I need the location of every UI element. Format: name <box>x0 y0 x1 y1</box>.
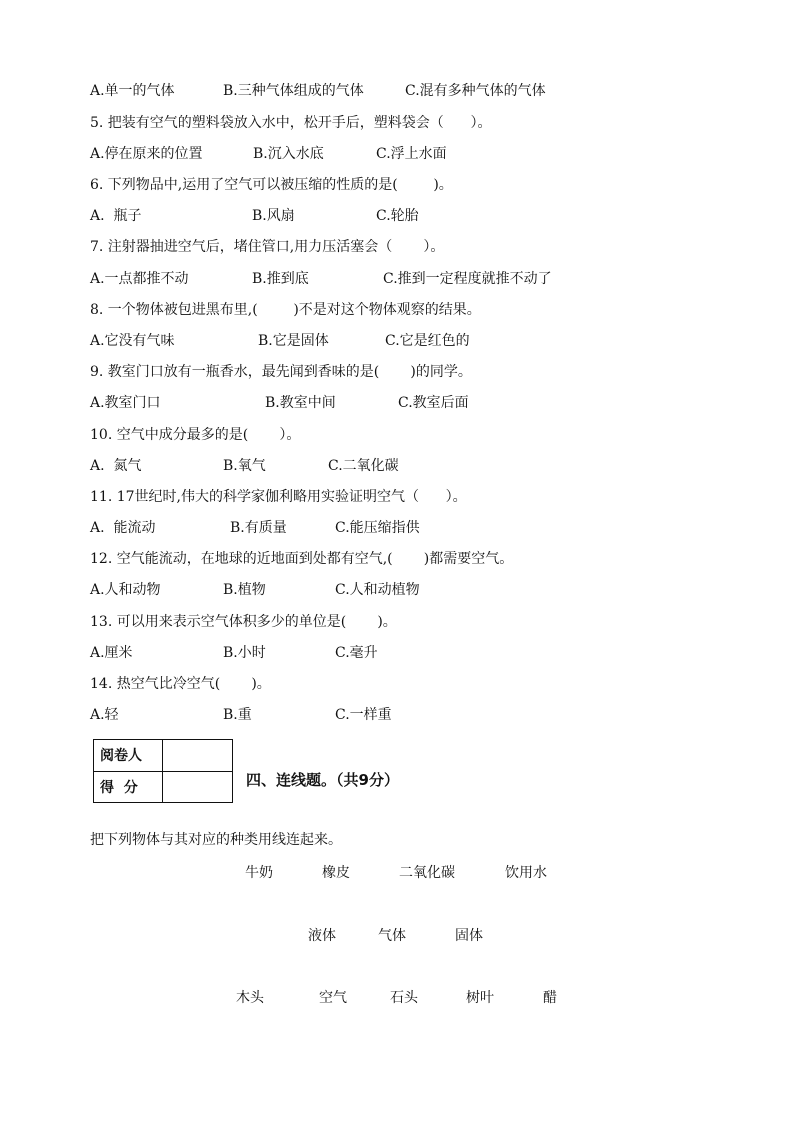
q14-option-b: B.重 <box>223 707 252 723</box>
match-category: 气体 <box>378 928 406 944</box>
match-item: 饮用水 <box>505 865 547 881</box>
q8-option-c: C.它是红色的 <box>385 333 470 349</box>
q11-option-a: A. 能流动 <box>90 520 156 536</box>
score-label: 得 分 <box>94 771 163 803</box>
question-8-stem: 8. 一个物体被包进黑布里,( )不是对这个物体观察的结果。 <box>90 302 481 318</box>
q5-option-b: B.沉入水底 <box>253 146 324 162</box>
q12-option-a: A.人和动物 <box>90 582 161 598</box>
section-title: 四、连线题。（共9分） <box>246 771 399 789</box>
q14-option-c: C.一样重 <box>335 707 392 723</box>
question-13-stem: 13. 可以用来表示空气体积多少的单位是( )。 <box>90 614 397 630</box>
grade-box <box>93 739 233 803</box>
question-6-stem: 6. 下列物品中,运用了空气可以被压缩的性质的是( )。 <box>90 177 453 193</box>
q4-option-b: B.三种气体组成的气体 <box>223 83 364 99</box>
q9-option-c: C.教室后面 <box>398 395 469 411</box>
q6-option-a: A. 瓶子 <box>90 208 142 224</box>
q12-option-b: B.植物 <box>223 582 266 598</box>
q11-option-b: B.有质量 <box>230 520 287 536</box>
q7-option-c: C.推到一定程度就推不动了 <box>383 271 552 287</box>
q8-option-b: B.它是固体 <box>258 333 329 349</box>
match-item: 醋 <box>543 990 557 1006</box>
q5-option-c: C.浮上水面 <box>376 146 447 162</box>
q5-option-a: A.停在原来的位置 <box>90 146 203 162</box>
question-5-stem: 5. 把装有空气的塑料袋放入水中，松开手后，塑料袋会（ ）。 <box>90 115 492 131</box>
match-item: 石头 <box>390 990 418 1006</box>
q10-option-b: B.氧气 <box>223 458 266 474</box>
q10-option-c: C.二氧化碳 <box>328 458 399 474</box>
section-instruction: 把下列物体与其对应的种类用线连起来。 <box>90 832 342 848</box>
q8-option-a: A.它没有气味 <box>90 333 175 349</box>
q11-option-c: C.能压缩指供 <box>335 520 420 536</box>
q9-option-b: B.教室中间 <box>265 395 336 411</box>
question-11-stem: 11. 17世纪时,伟大的科学家伽利略用实验证明空气（ ）。 <box>90 489 467 505</box>
q4-option-c: C.混有多种气体的气体 <box>405 83 546 99</box>
match-item: 树叶 <box>466 990 494 1006</box>
reviewer-label: 阅卷人 <box>94 740 163 772</box>
q9-option-a: A.教室门口 <box>90 395 161 411</box>
q4-option-a: A.单一的气体 <box>90 83 175 99</box>
question-10-stem: 10. 空气中成分最多的是( ）。 <box>90 427 301 443</box>
match-category: 液体 <box>308 928 336 944</box>
q10-option-a: A. 氮气 <box>90 458 142 474</box>
q6-option-b: B.风扇 <box>252 208 295 224</box>
q6-option-c: C.轮胎 <box>376 208 419 224</box>
question-7-stem: 7. 注射器抽进空气后，堵住管口,用力压活塞会（ ）。 <box>90 239 445 255</box>
q13-option-a: A.厘米 <box>90 645 133 661</box>
match-item: 木头 <box>236 990 264 1006</box>
q13-option-c: C.毫升 <box>335 645 378 661</box>
q7-option-b: B.推到底 <box>252 271 309 287</box>
match-item: 空气 <box>319 990 347 1006</box>
question-9-stem: 9. 教室门口放有一瓶香水，最先闻到香味的是( )的同学。 <box>90 364 472 380</box>
q13-option-b: B.小时 <box>223 645 266 661</box>
question-14-stem: 14. 热空气比冷空气( )。 <box>90 676 271 692</box>
match-category: 固体 <box>455 928 483 944</box>
match-item: 橡皮 <box>322 865 350 881</box>
question-12-stem: 12. 空气能流动，在地球的近地面到处都有空气,( )都需要空气。 <box>90 551 514 567</box>
q7-option-a: A.一点都推不动 <box>90 271 189 287</box>
q14-option-a: A.轻 <box>90 707 119 723</box>
match-item: 牛奶 <box>245 865 273 881</box>
match-item: 二氧化碳 <box>399 865 455 881</box>
score-field <box>163 771 233 803</box>
reviewer-field <box>163 740 233 772</box>
q12-option-c: C.人和动植物 <box>335 582 420 598</box>
